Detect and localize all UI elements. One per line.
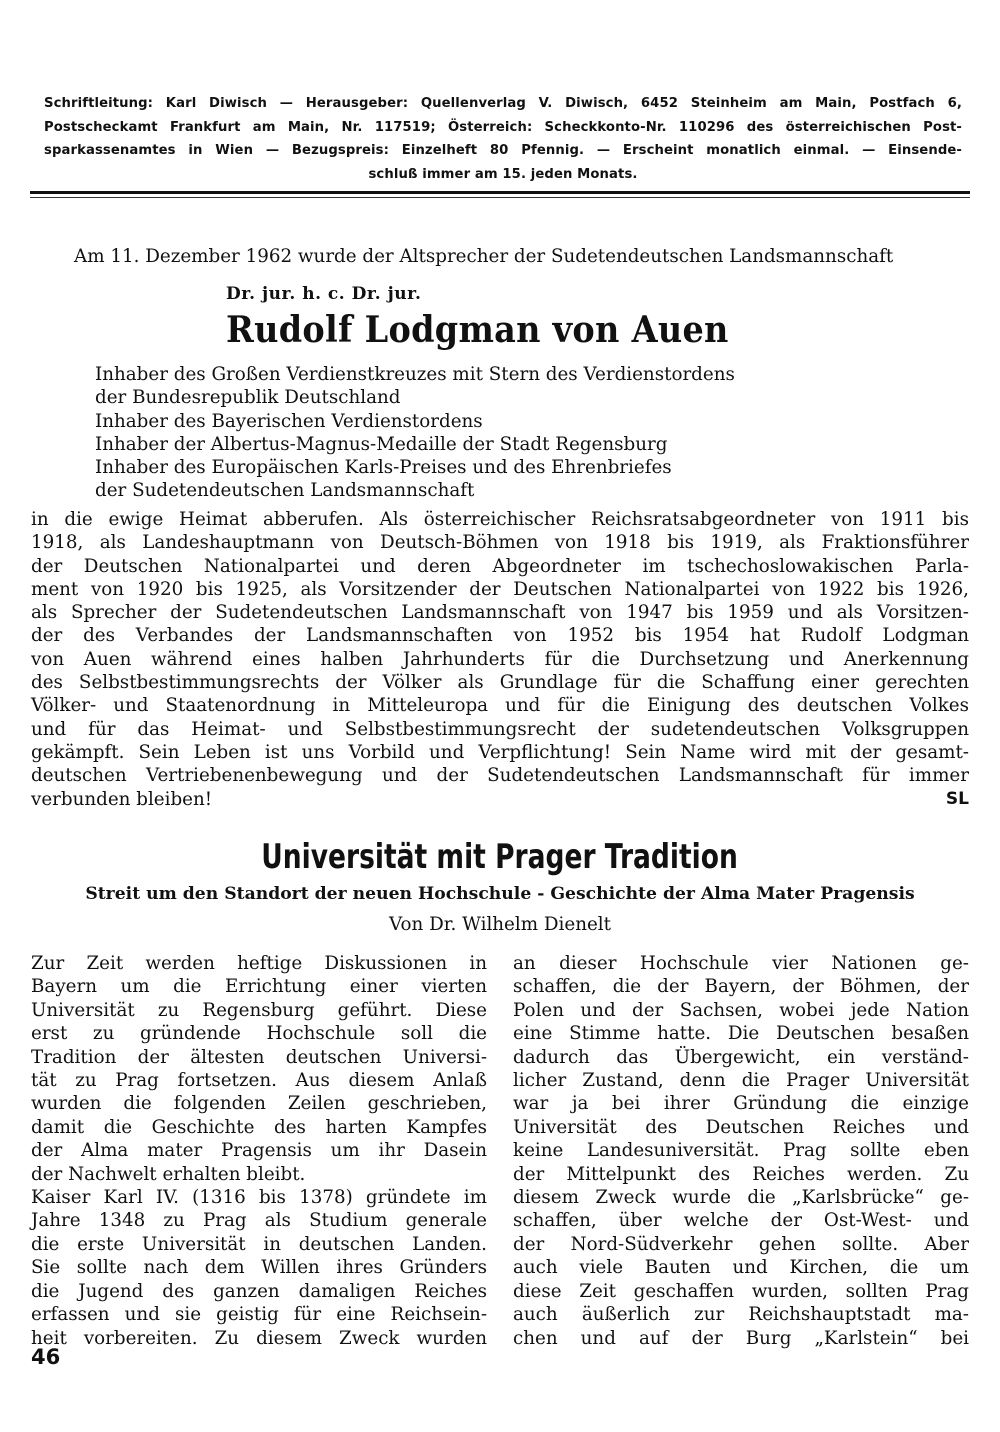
column-line: Bayern um die Errichtung einer vierten <box>31 976 487 998</box>
obituary-line: gekämpft. Sein Leben ist uns Vorbild und Verpflichtung! Sein Name wird mit der gesamt- <box>31 741 969 763</box>
column-line: der Nord-Südverkehr gehen sollte. Aber <box>513 1233 969 1255</box>
masthead-line: Postscheckamt Frankfurt am Main, Nr. 117519; Österreich: Scheckkonto-Nr. 110296 des österreichischen Post- <box>44 119 962 135</box>
column-line: erst zu gründende Hochschule soll die <box>31 1023 487 1045</box>
column-line: diesem Zweck wurde die „Karlsbrücke“ ge- <box>513 1187 969 1209</box>
honor-line: Inhaber des Europäischen Karls-Preises und des Ehrenbriefes <box>95 457 672 479</box>
column-line: Universität zu Regensburg geführt. Diese <box>31 999 487 1021</box>
column-line: Universität des Deutschen Reiches und <box>513 1116 969 1138</box>
article-column-right <box>513 952 969 1350</box>
column-line: erfassen und sie geistig für eine Reichsein- <box>31 1304 487 1326</box>
page-number: 46 <box>31 1345 61 1369</box>
column-line: dadurch das Übergewicht, ein verständ- <box>513 1046 969 1068</box>
column-line: an dieser Hochschule vier Nationen ge- <box>513 953 969 974</box>
column-line: keine Landesuniversität. Prag sollte eben <box>513 1140 969 1162</box>
column-line: Polen und der Sachsen, wobei jede Nation <box>513 999 969 1021</box>
honor-line: der Sudetendeutschen Landsmannschaft <box>95 480 475 502</box>
obituary-line: deutschen Vertriebenenbewegung und der Sudetendeutschen Landsmannschaft für immer <box>31 765 969 787</box>
masthead-line: Schriftleitung: Karl Diwisch — Herausgeber: Quellenverlag V. Diwisch, 6452 Steinheim am Main, Postfach 6, <box>44 96 962 111</box>
obituary-line: und für das Heimat- und Selbstbestimmungsrecht der sudetendeutschen Volksgruppen <box>31 718 969 740</box>
obituary-body <box>31 508 969 811</box>
masthead-line: sparkassenamtes in Wien — Bezugspreis: Einzelheft 80 Pfennig. — Erscheint monatlich einmal. — Einsende- <box>44 143 962 158</box>
column-line: der Mittelpunkt des Reiches werden. Zu <box>513 1163 969 1185</box>
honor-line: Inhaber des Großen Verdienstkreuzes mit Stern des Verdienstordens <box>95 364 735 385</box>
column-line: Sie sollte nach dem Willen ihres Gründers <box>31 1257 487 1279</box>
obituary-honors <box>95 363 875 503</box>
column-line: Jahre 1348 zu Prag als Studium generale <box>31 1210 487 1232</box>
article-title <box>0 832 1000 882</box>
column-line: schaffen, die der Bayern, der Böhmen, der <box>513 976 969 998</box>
column-line: eine Stimme hatte. Die Deutschen besaßen <box>513 1023 969 1045</box>
obituary-line: der des Verbandes der Landsmannschaften von 1952 bis 1954 hat Rudolf Lodgman <box>31 625 969 647</box>
obituary-line: 1918, als Landeshauptmann von Deutsch-Böhmen von 1918 bis 1919, als Fraktionsführer <box>31 532 969 554</box>
obituary-line: Völker- und Staatenordnung in Mitteleuropa und für die Einigung des deutschen Volkes <box>31 695 969 717</box>
column-line: auch äußerlich zur Reichshauptstadt ma- <box>513 1304 969 1326</box>
column-line: Kaiser Karl IV. (1316 bis 1378) gründete im <box>31 1187 487 1209</box>
honor-line: der Bundesrepublik Deutschland <box>95 387 401 409</box>
article-subtitle: Streit um den Standort der neuen Hochschule - Geschichte der Alma Mater Pragensis <box>85 884 915 904</box>
article-title-text: Universität mit Prager Tradition <box>261 837 739 877</box>
column-line: licher Zustand, denn die Prager Universität <box>513 1070 969 1092</box>
column-line: Zur Zeit werden heftige Diskussionen in <box>31 953 487 974</box>
obituary-line: von Auen während eines halben Jahrhunderts für die Durchsetzung und Anerkennung <box>31 648 969 670</box>
honor-line: Inhaber des Bayerischen Verdienstordens <box>95 410 483 432</box>
masthead-rule-thin <box>30 197 970 198</box>
article-byline: Von Dr. Wilhelm Dienelt <box>389 914 611 935</box>
obituary-last-line <box>31 788 969 811</box>
column-line: schaffen, über welche der Ost-West- und <box>513 1210 969 1232</box>
column-line: diese Zeit geschaffen wurden, sollten Prag <box>513 1280 969 1302</box>
obituary-line: des Selbstbestimmungsrechts der Völker als Grundlage für die Schaffung einer gerechten <box>31 672 969 694</box>
column-line: chen und auf der Burg „Karlstein“ bei <box>513 1327 969 1349</box>
column-line: damit die Geschichte des harten Kampfes <box>31 1116 487 1138</box>
column-line: der Alma mater Pragensis um ihr Dasein <box>31 1140 487 1162</box>
column-line: tät zu Prag fortsetzen. Aus diesem Anlaß <box>31 1070 487 1092</box>
column-line: der Nachwelt erhalten bleibt. <box>31 1163 306 1185</box>
column-line: die Jugend des ganzen damaligen Reiches <box>31 1280 487 1302</box>
obituary-line: in die ewige Heimat abberufen. Als österreichischer Reichsratsabgeordneter von 1911 bis <box>31 509 969 530</box>
obituary-degree: Dr. jur. h. c. Dr. jur. <box>226 284 422 304</box>
obituary-line: der Deutschen Nationalpartei und deren Abgeordneter im tschechoslowakischen Parla- <box>31 555 969 577</box>
honor-line: Inhaber der Albertus-Magnus-Medaille der Stadt Regensburg <box>95 433 668 455</box>
obituary-intro: Am 11. Dezember 1962 wurde der Altsprecher der Sudetendeutschen Landsmannschaft <box>74 246 894 267</box>
column-line: wurden die folgenden Zeilen geschrieben, <box>31 1093 487 1115</box>
column-line: war ja bei ihrer Gründung die einzige <box>513 1093 969 1115</box>
column-line: die erste Universität in deutschen Landen. <box>31 1233 487 1255</box>
obituary-line: verbunden bleiben! <box>31 788 213 810</box>
article-column-left <box>31 952 487 1350</box>
masthead-line: schluß immer am 15. jeden Monats. <box>368 166 638 182</box>
column-line: Tradition der ältesten deutschen Universi- <box>31 1046 487 1068</box>
column-line: heit vorbereiten. Zu diesem Zweck wurden <box>31 1327 487 1349</box>
column-line: auch viele Bauten und Kirchen, die um <box>513 1257 969 1279</box>
obituary-name: Rudolf Lodgman von Auen <box>226 309 729 351</box>
obituary-line: ment von 1920 bis 1925, als Vorsitzender der Deutschen Nationalpartei von 1922 bis 1926, <box>31 578 969 600</box>
masthead-imprint <box>44 92 962 186</box>
obituary-line: als Sprecher der Sudetendeutschen Landsmannschaft von 1947 bis 1959 und als Vorsitzen- <box>31 602 969 624</box>
obituary-signature: SL <box>945 788 969 809</box>
masthead-rule-thick <box>30 191 970 194</box>
